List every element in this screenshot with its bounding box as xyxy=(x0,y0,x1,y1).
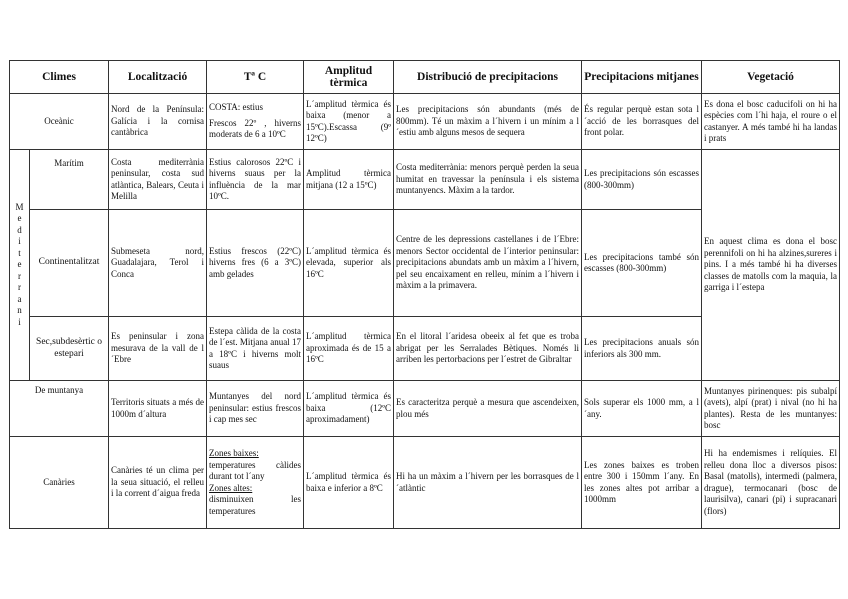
table-row-canaries xyxy=(10,437,840,529)
mediterrani-letter: d xyxy=(17,224,22,235)
clima-name: Marítim xyxy=(30,150,109,210)
clima-name: Oceànic xyxy=(10,94,109,150)
temperatura-cell: Muntanyes del nord peninsular: estius frescos i cap mes sec xyxy=(207,381,304,437)
header-row xyxy=(10,61,840,94)
zones-altes-heading: Zones altes: xyxy=(209,482,253,493)
mediterrani-letters xyxy=(12,202,27,329)
distribucio-cell: Les precipitacions són abundants (més de 800mm). Té un màxim a l´hivern i un mínim a l´estiu amb alguns mesos de sequera xyxy=(394,94,582,150)
localitzacio-cell: Es peninsular i zona mesurava de la vall de l´Ebre xyxy=(109,317,207,381)
clima-name: Canàries xyxy=(10,437,109,529)
temperatura-cell: Estepa càlida de la costa de l´est. Mitjana anual 17 a 18ºC i hiverns molt suaus xyxy=(207,317,304,381)
temp-line: COSTA: estius xyxy=(209,102,264,113)
mediterrani-letter: a xyxy=(17,293,22,304)
localitzacio-cell: Canàries té un clima per la seua situació, el relleu i la corrent d´aigua freda xyxy=(109,437,207,529)
precipitacions-cell: Les precipitacions també són escasses (800-300mm) xyxy=(582,210,702,317)
distribucio-cell: Centre de les depressions castellanes i de l´Ebre: menors Sector occidental de l´interior peninsular: precipitacions abundats amb un màxim a l´hivern, pel seu encaixament en relleu, mínim a l´hivern i màxim a la primavera. xyxy=(394,210,582,317)
distribucio-cell: En el litoral l´aridesa obeeix al fet que es troba abrigat per les Serralades Bètiques. Només li arriben les pertorbacions per l´estret de Gibraltar xyxy=(394,317,582,381)
clima-name: Sec,subdesèrtic o estepari xyxy=(30,317,109,381)
amplitud-cell: L´amplitud tèrmica és baixa (12ºC aproximadament) xyxy=(304,381,394,437)
amplitud-cell: L´amplitud tèrmica és baixa (menor a 15ºC).Escassa (9º 12ºC) xyxy=(304,94,394,150)
localitzacio-cell: Territoris situats a més de 1000m d´altura xyxy=(109,381,207,437)
temp-line: Frescos 22º , hiverns moderats de 6 a 10ºC xyxy=(209,117,302,140)
localitzacio-cell: Submeseta nord, Guadalajara, Terol i Conca xyxy=(109,210,207,317)
table-row-oceanic xyxy=(10,94,840,150)
table-row-muntanya xyxy=(10,381,840,437)
temperatura-cell xyxy=(207,437,304,529)
zones-baixes-heading: Zones baixes: xyxy=(209,448,259,458)
mediterrani-label xyxy=(10,150,30,381)
precipitacions-cell: Les precipitacions són escasses (800-300mm) xyxy=(582,150,702,210)
localitzacio-cell: Costa mediterrània peninsular, costa sud atlàntica, Balears, Ceuta i Melilla xyxy=(109,150,207,210)
localitzacio-cell: Nord de la Península: Galícia i la cornisa cantàbrica xyxy=(109,94,207,150)
mediterrani-letter: i xyxy=(18,236,21,247)
precipitacions-cell: Les precipitacions anuals són inferiors als 300 mm. xyxy=(582,317,702,381)
vegetacio-cell: Hi ha endemismes i relíquies. El relleu dona lloc a diversos pisos: Basal (matolls), intermedi (palmera, drague), termocanari (bosc de laurisilva), canari (pi) i supracanari (flors) xyxy=(702,437,840,529)
mediterrani-letter: n xyxy=(17,305,22,316)
table-row-maritim xyxy=(10,150,840,210)
amplitud-cell: L´amplitud tèrmica aproximada és de 15 a 16ºC xyxy=(304,317,394,381)
header-localitzacio: Localització xyxy=(109,61,207,94)
distribucio-cell: Es caracteritza perquè a mesura que ascendeixen, plou més xyxy=(394,381,582,437)
amplitud-cell: L´amplitud tèrmica és baixa e inferior a 8ºC xyxy=(304,437,394,529)
temperatura-cell: Estius calorosos 22ºC i hiverns suaus per la influència de la mar 10ºC. xyxy=(207,150,304,210)
header-temperatura: Tª C xyxy=(207,61,304,94)
amplitud-cell: L´amplitud tèrmica és elevada, superior als 16ºC xyxy=(304,210,394,317)
precipitacions-cell: És regular perquè estan sota l´acció de les borrasques del front polar. xyxy=(582,94,702,150)
temp-line: temperatures càlides durant tot l´any xyxy=(209,459,302,481)
clima-name: Continentalitzat xyxy=(30,210,109,317)
mediterrani-letter: i xyxy=(18,316,21,327)
temperatura-cell: Estius frescos (22ºC) hiverns fres (6 a 3ºC) amb gelades xyxy=(207,210,304,317)
mediterrani-letter: e xyxy=(17,259,22,270)
precipitacions-cell: Sols superar els 1000 mm, a l´any. xyxy=(582,381,702,437)
header-vegetacio: Vegetació xyxy=(702,61,840,94)
mediterrani-letter: r xyxy=(18,282,21,293)
vegetacio-cell: En aquest clima es dona el bosc perennifoli on hi ha alzines,sureres i pins. I a més també hi ha diverses classes de matolls com la maquia, la garriga i l´estepa xyxy=(702,150,840,381)
amplitud-cell: Amplitud tèrmica mitjana (12 a 15ºC) xyxy=(304,150,394,210)
header-distribucio: Distribució de precipitacions xyxy=(394,61,582,94)
climate-table xyxy=(9,60,840,529)
clima-name: De muntanya xyxy=(10,381,109,437)
header-amplitud: Amplitud tèrmica xyxy=(304,61,394,94)
mediterrani-letter: e xyxy=(17,213,22,224)
header-precipitacions: Precipitacions mitjanes xyxy=(582,61,702,94)
precipitacions-cell: Les zones baixes es troben entre 300 i 150mm l´any. En les zones altes pot arribar a 1000mm xyxy=(582,437,702,529)
vegetacio-cell: Muntanyes pirinenques: pis subalpí (avets), alpí (prat) i nival (no hi ha plantes). Resta de les muntanyes: bosc xyxy=(702,381,840,437)
mediterrani-letter: r xyxy=(18,270,21,281)
distribucio-cell: Costa mediterrània: menors perquè perden la seua humitat en travessar la península i els sistema muntanyencs. Màxim a la tardor. xyxy=(394,150,582,210)
mediterrani-letter: t xyxy=(18,247,21,258)
temperatura-cell xyxy=(207,94,304,150)
distribucio-cell: Hi ha un màxim a l´hivern per les borrasques de l´atlàntic xyxy=(394,437,582,529)
vegetacio-cell: Es dona el bosc caducifoli on hi ha espècies com l´hi haja, el roure o el castanyer. A més també hi ha landas i prats xyxy=(702,94,840,150)
mediterrani-letter: M xyxy=(15,201,24,212)
header-climes: Climes xyxy=(10,61,109,94)
temp-line: disminuixen les temperatures xyxy=(209,494,302,516)
